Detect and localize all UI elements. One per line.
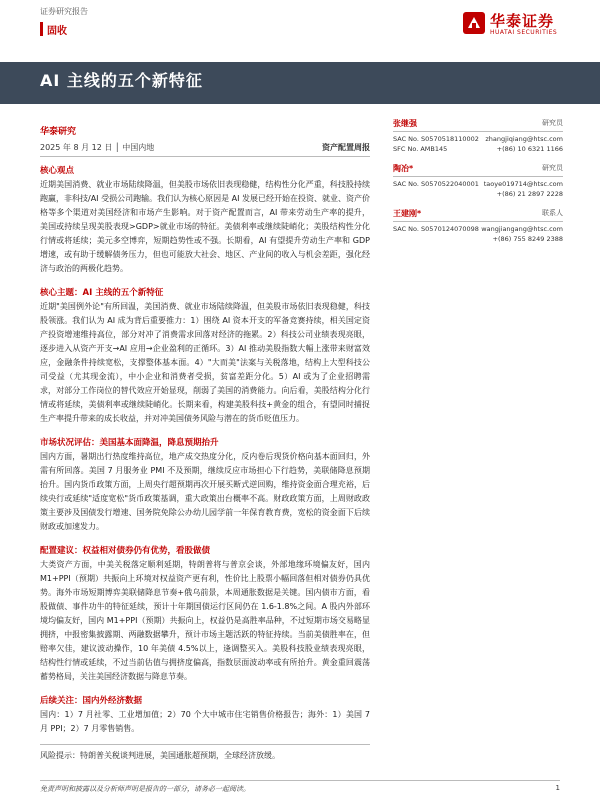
analyst-phone: +(86) 21 2897 2228 — [496, 190, 563, 198]
analyst-divider — [393, 176, 563, 177]
category-label: 固收 — [47, 26, 67, 37]
section-heading: 市场状况评估：美国基本面降温，降息预期抬升 — [40, 438, 219, 448]
section-allocation — [40, 544, 370, 684]
meta-divider — [40, 156, 370, 157]
report-kind: 资产配置周报 — [322, 143, 370, 152]
analyst-email[interactable]: wangjiangang@htsc.com — [481, 225, 563, 233]
analyst-card — [393, 118, 563, 153]
analyst-name: 张继强 — [393, 119, 417, 128]
analyst-email[interactable]: zhangjiqiang@htsc.com — [485, 135, 563, 143]
section-core-theme — [40, 286, 370, 426]
section-text: 近期"美国例外论"有所回温，美国消费、就业市场陆续降温，但美股市场依旧表现稳健，科技股领涨。我们认为 AI 成为背后重要推力：1）围绕 AI 资本开支的军备竞赛持续，相关国定资产投资增速维持高位，部分对冲了消费需求回落对经济的拖累。2）科技公司业绩表现亮眼，逐步进入从资产开支→AI 应用→企业盈利的正循环。3）AI 推动美股指数大幅上涨带来财富效应，金融条件持续宽松，支撑整体基本面。4）"大而美"法案与关税落地，结构上大型科技公司受益（尤其现金流），中小企业和消费者受损，贫富差距分化。5）AI 或为了企业招聘需求，对部分工作岗位的替代效应开始显现，削弱了美国的消费能力。向后看，美股结构分化行情或将延续，美债利率或继续陡峭化。长期来看，构建美股科技+黄金的组合，有望同时捕捉生产率提升带来的成长收益，并对冲美国债务风险与潜在的货币贬值压力。 — [40, 302, 370, 423]
section-follow-up — [40, 694, 370, 736]
section-text: 近期美国消费、就业市场陆续降温，但美股市场依旧表现稳健，结构性分化严重，科技股持续跑赢，非科技/AI 受损公司跑输。我们认为核心原因是 AI 发展已经开始在投资、就业、资产价格等多个渠道对美国经济和市场产生影响。对于资产配置而言，AI 带来劳动生产率的提升，美国或持续呈现美股表现>GDP>就业市场的特征。美债利率或继续陡峭化；美股结构性分化行情或将延续；美元多空博弈，短期趋势性或不强。长期看，AI 有望提升劳动生产率和 GDP 增速，或有助于缓解债务压力，但也可能放大社会、地区、产业间的收入与机会差距，强化经济与政治的两极化趋势。 — [40, 180, 370, 273]
analyst-phone: +(86) 10 6321 1166 — [496, 145, 563, 153]
category-marker — [40, 22, 43, 36]
analyst-email[interactable]: taoye019714@htsc.com — [483, 180, 563, 188]
analyst-role: 联系人 — [542, 209, 563, 217]
report-type: 证券研究报告 — [40, 7, 88, 16]
section-heading: 后续关注：国内外经济数据 — [40, 696, 143, 706]
section-heading: 核心主题：AI 主线的五个新特征 — [40, 288, 164, 298]
analyst-sidebar — [393, 118, 563, 243]
analyst-divider — [393, 221, 563, 222]
analyst-sac: SAC No. S0570518110002 — [393, 135, 479, 143]
risk-divider — [40, 744, 370, 745]
analyst-card — [393, 163, 563, 198]
section-heading: 核心观点 — [40, 166, 75, 176]
risk-warning: 风险提示：特朗普关税谈判进展，美国通胀超预期，全球经济放缓。 — [40, 751, 280, 760]
page-number: 1 — [555, 784, 560, 792]
title-banner — [0, 62, 600, 104]
brand-name-en: HUATAI SECURITIES — [490, 29, 558, 36]
main-column — [40, 164, 370, 763]
section-text: 大类资产方面，中美关税落定顺利延期，特朗普将与普京会谈，外部地缘环境偏友好，国内 M1+PPI（预期）共振向上环境对权益资产更有利，性价比上股票小幅回落但相对债券仍具优势。海外市场短期博弈美联储降息节奏+俄乌前景，本周通胀数据是关键。国内债市方面，看股做债、事件功牛的特征延续，预计十年期国债运行区间仍在 1.6-1.8%之间。A 股内外部环境均偏友好，国内 M1+PPI（预期）共振向上，权益仍是高胜率品种，不过短期市场交易略显拥挤，中报密集披露期、两融数据攀升，预计市场主题活跃的特征持续。当前美债胜率在，但赔率欠佳，建议波动操作，10 年美债 4.5%以上，逢调整买入。美股科技股业绩表现亮眼，结构性行情或延续，不过当前估值与拥挤度偏高，指数层面波动率或有所抬升。黄金重回震荡蓄势格局，关注美国经济数据与降息节奏。 — [40, 560, 370, 681]
analyst-role: 研究员 — [542, 119, 563, 127]
section-core-view — [40, 164, 370, 276]
analyst-card — [393, 208, 563, 243]
section-text: 国内方面，暑期出行热度维持高位，地产成交热度分化，反内卷后现货价格向基本面回归，外需有所回落。美国 7 月服务业 PMI 不及预期，继续反应市场担心下行趋势，美联储降息预期抬升。国内货币政策方面，上周央行超预期再次开展买断式逆回购，维持资金面合理充裕，后续央行或延续"适度宽松"货币政策基调，重大政策出台概率不高。财政政策方面，上周财政政策主要涉及国债发行增速、国务院免除公办幼儿园学前一年保育教育费，宽松的资金面下后续财政或加速发力。 — [40, 452, 370, 531]
analyst-role: 研究员 — [542, 164, 563, 172]
analyst-name: 王建刚* — [393, 209, 422, 218]
brand-name: 华泰证券 — [490, 12, 555, 30]
footer-divider — [40, 780, 560, 781]
report-title: AI 主线的五个新特征 — [40, 71, 203, 90]
report-date-region: 2025 年 8 月 12 日 │ 中国内地 — [40, 143, 155, 152]
analyst-sac: SAC No. S0570124070098 — [393, 225, 479, 233]
institute-name: 华泰研究 — [40, 127, 77, 137]
analyst-sfc: SFC No. AMB145 — [393, 145, 448, 153]
analyst-name: 陶冶* — [393, 164, 414, 173]
analyst-phone: +(86) 755 8249 2388 — [492, 235, 563, 243]
huatai-logo-icon — [463, 12, 485, 34]
section-text: 国内：1）7 月社零、工业增加值；2）70 个大中城市住宅销售价格报告；海外：1）美国 7 月 PPI；2）7 月零售销售。 — [40, 710, 370, 733]
analyst-sac: SAC No. S0570522040001 — [393, 180, 479, 188]
section-market-assessment — [40, 436, 370, 534]
section-heading: 配置建议：权益相对债券仍有优势，看股做债 — [40, 546, 211, 556]
footer-disclaimer: 免责声明和披露以及分析师声明是报告的一部分，请务必一起阅读。 — [40, 785, 250, 793]
analyst-divider — [393, 131, 563, 132]
